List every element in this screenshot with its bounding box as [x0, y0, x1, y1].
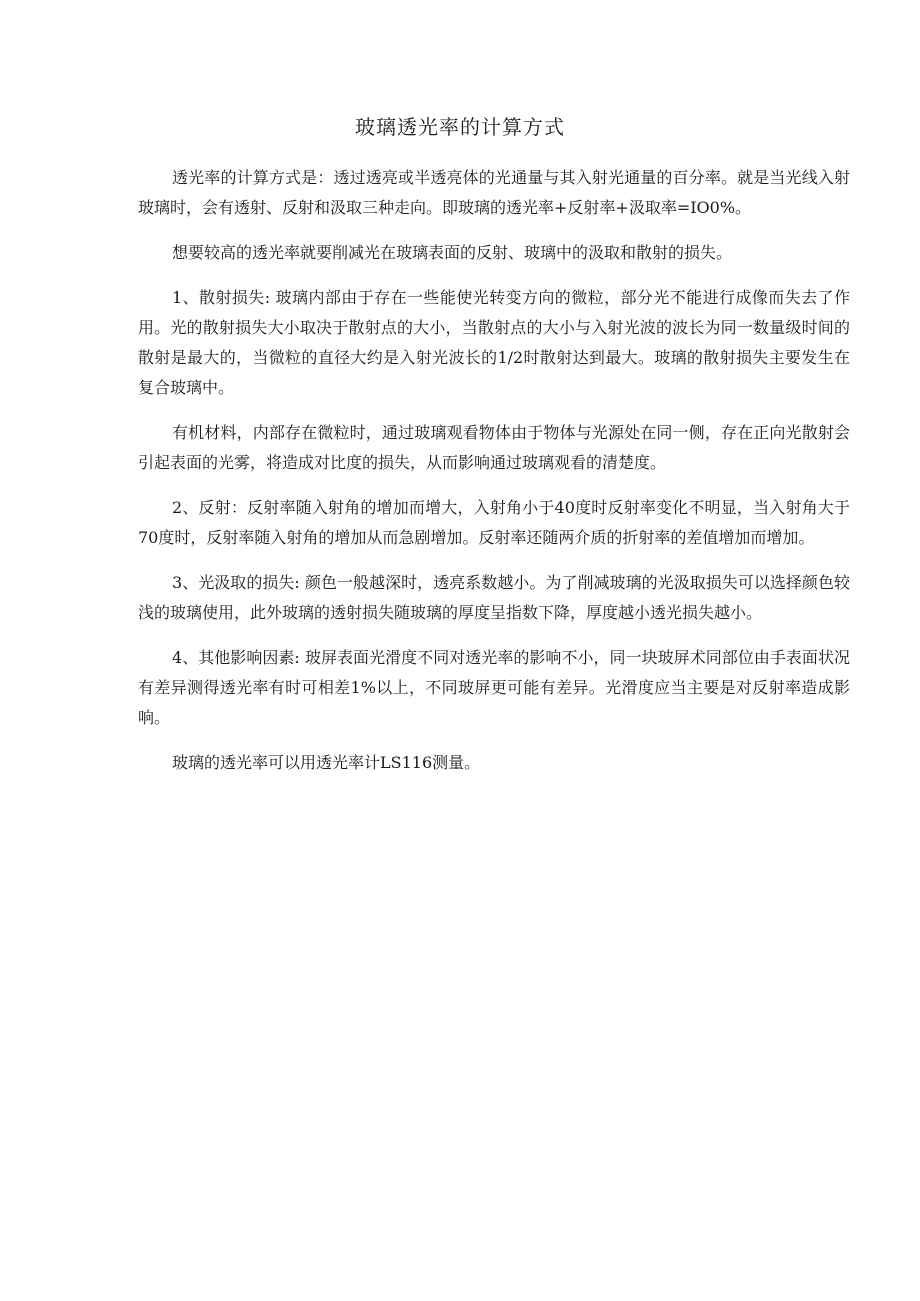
paragraph-overview: 想要较高的透光率就要削减光在玻璃表面的反射、玻璃中的汲取和散射的损失。 [172, 243, 733, 262]
paragraph-scattering-loss: 1、散射损失: 玻璃内部由于存在一些能使光转变方向的微粒，部分光不能进行成像而失去了作用。光的散射损失大小取决于散射点的大小，当散射点的大小与入射光波的波长为同一数量级时间的散射是最大的，当微粒的直径大约是入射光波长的1/2时散射达到最大。玻璃的散射损失主要发生在复合玻璃中。 [138, 288, 850, 397]
paragraph-other-factors: 4、其他影响因素: 玻屏表面光滑度不同对透光率的影响不小，同一块玻屏术同部位由手表面状况有差异测得透光率有时可相差1%以上，不同玻屏更可能有差异。光滑度应当主要是对反射率造成影响。 [138, 648, 850, 727]
document-body [138, 163, 850, 793]
paragraph-reflection: 2、反射：反射率随入射角的增加而增大，入射角小于40度时反射率变化不明显，当入射角大于70度时，反射率随入射角的增加从而急剧增加。反射率还随两介质的折射率的差值增加而增加。 [138, 498, 850, 547]
paragraph-definition: 透光率的计算方式是：透过透亮或半透亮体的光通量与其入射光通量的百分率。就是当光线入射玻璃时，会有透射、反射和汲取三种走向。即玻璃的透光率+反射率+汲取率=IO0%。 [138, 168, 850, 217]
paragraph-absorption-loss: 3、光汲取的损失: 颜色一般越深时，透亮系数越小。为了削减玻璃的光汲取损失可以选择颜色较浅的玻璃使用，此外玻璃的透射损失随玻璃的厚度呈指数下降，厚度越小透光损失越小。 [138, 573, 850, 622]
paragraph-measurement: 玻璃的透光率可以用透光率计LS116测量。 [172, 753, 481, 772]
paragraph-organic-materials: 有机材料，内部存在微粒时，通过玻璃观看物体由于物体与光源处在同一侧，存在正向光散射会引起表面的光雾，将造成对比度的损失，从而影响通过玻璃观看的清楚度。 [138, 423, 850, 472]
document-title: 玻璃透光率的计算方式 [355, 115, 565, 139]
